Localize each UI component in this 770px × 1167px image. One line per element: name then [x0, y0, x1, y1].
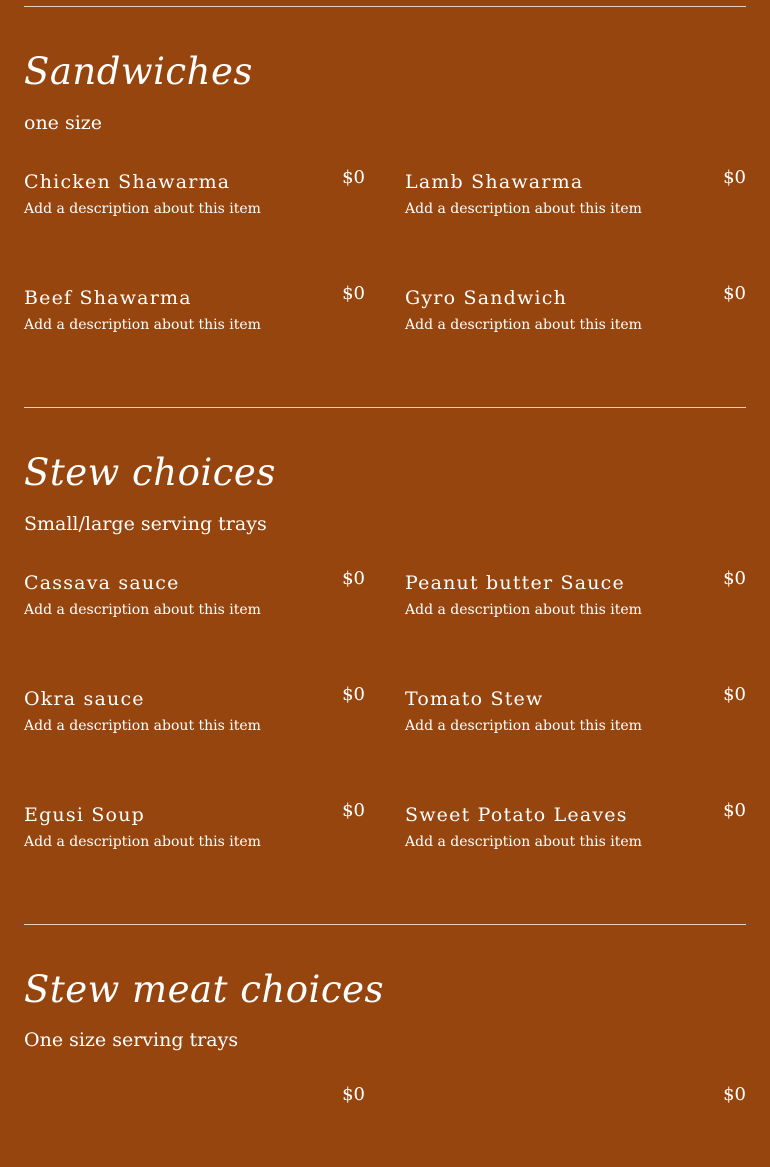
menu-item-description: Add a description about this item — [24, 201, 261, 217]
menu-item — [24, 684, 365, 767]
section-divider — [24, 407, 746, 408]
menu-item-price: $0 — [342, 800, 365, 821]
menu-item-price: $0 — [342, 684, 365, 705]
menu-item-price: $0 — [342, 1084, 365, 1105]
section-subtitle-stew-meat-choices: One size serving trays — [24, 1029, 239, 1051]
section-divider — [24, 924, 746, 925]
menu-item-name: Cassava sauce — [24, 572, 180, 594]
menu-item — [405, 684, 746, 767]
section-subtitle-stew-choices: Small/large serving trays — [24, 513, 267, 535]
menu-item-name: Lamb Shawarma — [405, 171, 584, 193]
menu-item-price: $0 — [342, 283, 365, 304]
menu-item-price: $0 — [723, 283, 746, 304]
menu-item-name: Gyro Sandwich — [405, 287, 568, 309]
menu-item-price: $0 — [723, 800, 746, 821]
menu-item-price: $0 — [723, 167, 746, 188]
menu-item-name: Beef Shawarma — [24, 287, 192, 309]
menu-item-price: $0 — [723, 684, 746, 705]
menu-item-name: Chicken Shawarma — [24, 171, 231, 193]
menu-item-description: Add a description about this item — [24, 317, 261, 333]
menu-item-price: $0 — [723, 568, 746, 589]
menu-item — [24, 1084, 365, 1167]
menu-item-description: Add a description about this item — [24, 718, 261, 734]
menu-item-name: Okra sauce — [24, 688, 145, 710]
menu-item-description: Add a description about this item — [405, 834, 642, 850]
menu-item — [24, 800, 365, 883]
menu-item-name: Sweet Potato Leaves — [405, 804, 628, 826]
menu-item-price: $0 — [342, 167, 365, 188]
menu-item-price: $0 — [342, 568, 365, 589]
menu-item — [405, 1084, 746, 1167]
menu-item — [24, 568, 365, 651]
menu-item-description: Add a description about this item — [405, 602, 642, 618]
section-title-sandwiches: Sandwiches — [24, 50, 253, 93]
menu-item-name: Peanut butter Sauce — [405, 572, 625, 594]
menu-item-description: Add a description about this item — [24, 602, 261, 618]
section-subtitle-sandwiches: one size — [24, 112, 103, 134]
menu-item — [405, 283, 746, 366]
menu-item-name: Egusi Soup — [24, 804, 145, 826]
menu-item — [24, 283, 365, 366]
menu-item — [405, 167, 746, 250]
section-title-stew-choices: Stew choices — [24, 451, 276, 494]
menu-item — [405, 568, 746, 651]
menu-item-description: Add a description about this item — [405, 201, 642, 217]
section-title-stew-meat-choices: Stew meat choices — [24, 968, 384, 1011]
menu-item-price: $0 — [723, 1084, 746, 1105]
menu-item-description: Add a description about this item — [24, 834, 261, 850]
menu-item-description: Add a description about this item — [405, 317, 642, 333]
menu-item-description: Add a description about this item — [405, 718, 642, 734]
menu-item — [405, 800, 746, 883]
section-divider — [24, 6, 746, 7]
menu-item-name: Tomato Stew — [405, 688, 544, 710]
menu-item — [24, 167, 365, 250]
